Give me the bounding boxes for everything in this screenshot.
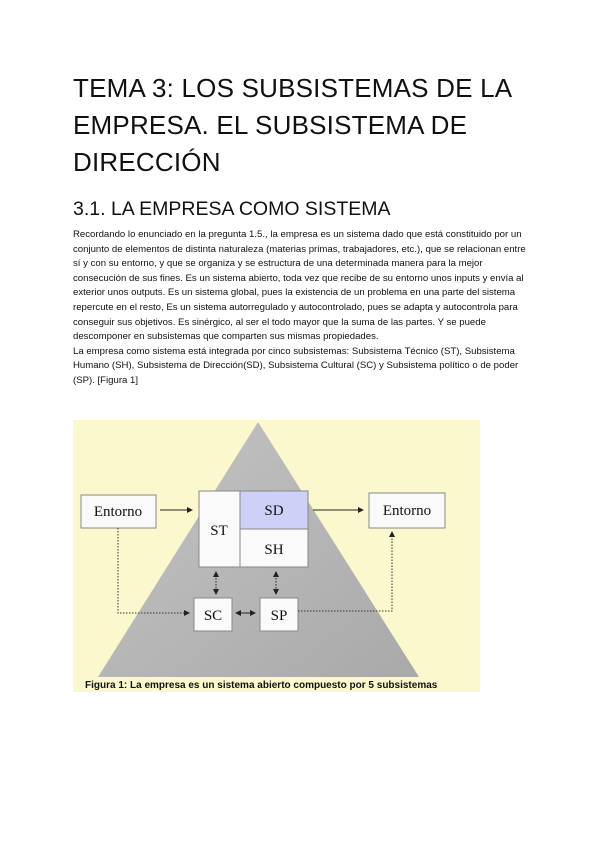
document-title: TEMA 3: LOS SUBSISTEMAS DE LA EMPRESA. EL SUBSISTEMA DE DIRECCIÓN [73, 73, 511, 177]
entorno-left-label: Entorno [93, 504, 143, 520]
body-text [73, 228, 535, 389]
entorno-right-label: Entorno [382, 503, 432, 519]
sd-label: SD [264, 503, 284, 519]
diagram-svg [73, 420, 480, 692]
figure-diagram [73, 420, 480, 692]
figure-caption: Figura 1: La empresa es un sistema abierto compuesto por 5 subsistemas [85, 680, 438, 691]
st-label: ST [210, 523, 228, 539]
paragraph: Recordando lo enunciado en la pregunta 1.5., la empresa es un sistema dado que está constituido por un conjunto de elementos de distinta naturaleza (materias primas, trabajadores, etc.), que se relacionan entre sí y con su entorno, y que se organiza y se estructura de una determinada manera para la mejor consecución de sus fines. Es un sistema abierto, toda vez que recibe de su entorno unos inputs y envía al exterior unos outputs. Es un sistema global, pues la existencia de un problema en una parte del sistema repercute en el resto, Es un sistema autorregulado y autocontrolado, pues se adapta y autocontrola para conseguir sus objetivos. Es sinérgico, al ser el todo mayor que la suma de las partes. Y se puede descomponer en subsistemas que comparten sus mismas propiedades. [73, 229, 526, 343]
sp-label: SP [270, 608, 288, 624]
paragraph: La empresa como sistema está integrada por cinco subsistemas: Subsistema Técnico (ST), Subsistema Humano (SH), Subsistema de Dirección(SD), Subsistema Cultural (SC) y Subsistema político o de poder (SP). [Figura 1] [73, 345, 519, 386]
sc-label: SC [203, 608, 223, 624]
sh-label: SH [264, 542, 284, 558]
section-heading: 3.1. LA EMPRESA COMO SISTEMA [73, 198, 391, 220]
